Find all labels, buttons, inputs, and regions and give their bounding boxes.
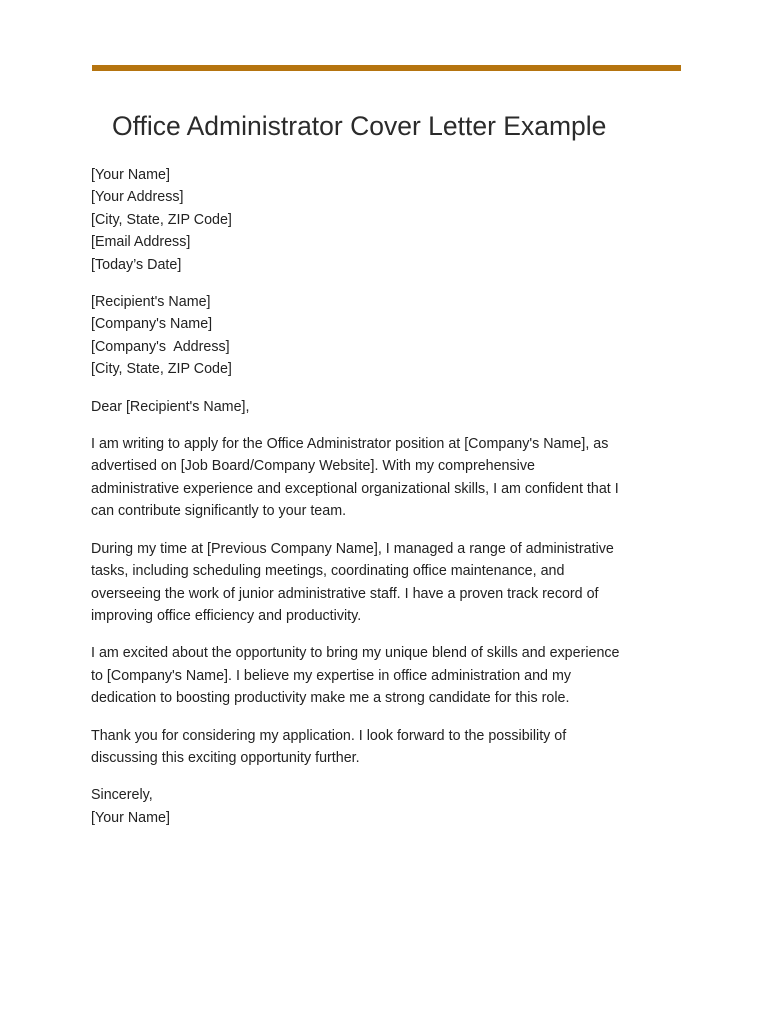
body-paragraph-1 <box>91 433 661 523</box>
paragraph-line: dedication to boosting productivity make me a strong candidate for this role. <box>91 690 570 707</box>
salutation <box>91 396 661 418</box>
paragraph-line: improving office efficiency and productivity. <box>91 607 362 624</box>
document-title: Office Administrator Cover Letter Example <box>112 111 607 141</box>
paragraph-line: tasks, including scheduling meetings, coordinating office maintenance, and <box>91 563 565 580</box>
recipient-company: [Company's Name] <box>91 316 213 333</box>
recipient-address: [Company's Address] <box>91 338 230 355</box>
paragraph-line: to [Company's Name]. I believe my expertise in office administration and my <box>91 667 572 684</box>
recipient-block <box>91 291 661 381</box>
paragraph-line: I am writing to apply for the Office Administrator position at [Company's Name], as <box>91 436 609 453</box>
paragraph-line: discussing this exciting opportunity further. <box>91 749 360 766</box>
recipient-name: [Recipient's Name] <box>91 294 211 311</box>
salutation-text: Dear [Recipient's Name], <box>91 398 250 415</box>
paragraph-line: advertised on [Job Board/Company Website]. With my comprehensive <box>91 458 535 475</box>
letter-body <box>91 164 661 844</box>
body-paragraph-3 <box>91 642 661 709</box>
sender-name: [Your Name] <box>91 167 170 183</box>
sender-email: [Email Address] <box>91 234 191 251</box>
signature-name: [Your Name] <box>91 809 170 826</box>
body-paragraph-4 <box>91 725 661 770</box>
paragraph-line: administrative experience and exceptional organizational skills, I am confident that I <box>91 480 619 497</box>
top-accent-rule <box>92 65 681 71</box>
sender-city-state-zip: [City, State, ZIP Code] <box>91 211 232 228</box>
recipient-city-state-zip: [City, State, ZIP Code] <box>91 361 232 378</box>
paragraph-line: overseeing the work of junior administrative staff. I have a proven track record of <box>91 585 599 602</box>
paragraph-line: can contribute significantly to your team. <box>91 503 347 520</box>
paragraph-line: During my time at [Previous Company Name], I managed a range of administrative <box>91 540 614 557</box>
sender-address: [Your Address] <box>91 189 184 206</box>
paragraph-line: Thank you for considering my application. I look forward to the possibility of <box>91 727 567 744</box>
closing-block <box>91 784 661 829</box>
sender-block <box>91 164 661 276</box>
letter-date: [Today’s Date] <box>91 256 182 273</box>
body-paragraph-2 <box>91 538 661 628</box>
paragraph-line: I am excited about the opportunity to bring my unique blend of skills and experience <box>91 645 620 662</box>
closing-text: Sincerely, <box>91 787 153 804</box>
